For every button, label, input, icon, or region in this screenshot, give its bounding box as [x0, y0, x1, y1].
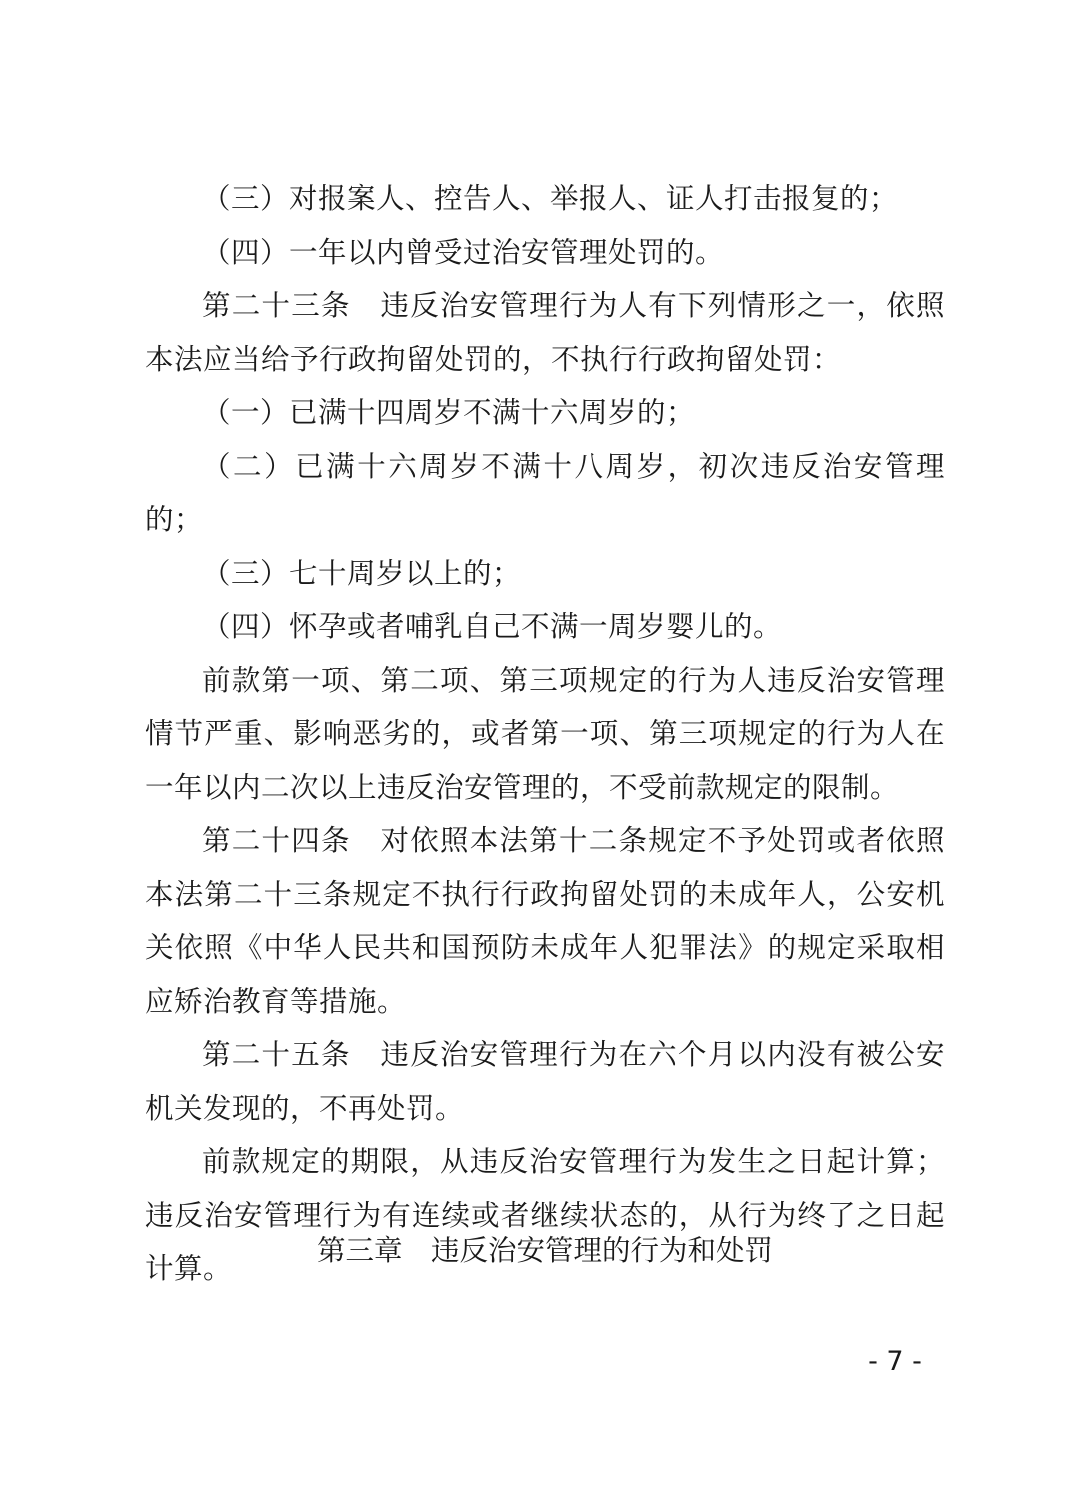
article-25: 第二十五条 违反治安管理行为在六个月以内没有被公安机关发现的，不再处罚。	[145, 1038, 945, 1125]
chapter-heading: 第三章 违反治安管理的行为和处罚	[316, 1234, 773, 1267]
article-23-clause-2: 前款第一项、第二项、第三项规定的行为人违反治安管理情节严重、影响恶劣的，或者第一项、第三项规定的行为人在一年以内二次以上违反治安管理的，不受前款规定的限制。	[145, 663, 945, 804]
article-23-item-3: （三）七十周岁以上的；	[202, 556, 522, 590]
article-23-item-4: （四）怀孕或者哺乳自己不满一周岁婴儿的。	[202, 610, 783, 643]
article-23-item-2: （二）已满十六周岁不满十八周岁，初次违反治安管理的；	[145, 449, 945, 536]
page-number: - 7 -	[868, 1346, 922, 1377]
article-23-item-1: （一）已满十四周岁不满十六周岁的；	[202, 396, 696, 429]
item-four-prior-penalty: （四）一年以内曾受过治安管理处罚的。	[202, 235, 725, 269]
article-25-clause-2: 前款规定的期限，从违反治安管理行为发生之日起计算；违反治安管理行为有连续或者继续状态的，从行为终了之日起计算。	[145, 1145, 945, 1285]
document-body	[145, 172, 945, 1296]
item-three-retaliation: （三）对报案人、控告人、举报人、证人打击报复的；	[202, 182, 899, 215]
article-24: 第二十四条 对依照本法第十二条规定不予处罚或者依照本法第二十三条规定不执行行政拘留处罚的未成年人，公安机关依照《中华人民共和国预防未成年人犯罪法》的规定采取相应矫治教育等措施。	[145, 824, 945, 1018]
article-23: 第二十三条 违反治安管理行为人有下列情形之一，依照本法应当给予行政拘留处罚的，不执行行政拘留处罚：	[145, 289, 945, 376]
